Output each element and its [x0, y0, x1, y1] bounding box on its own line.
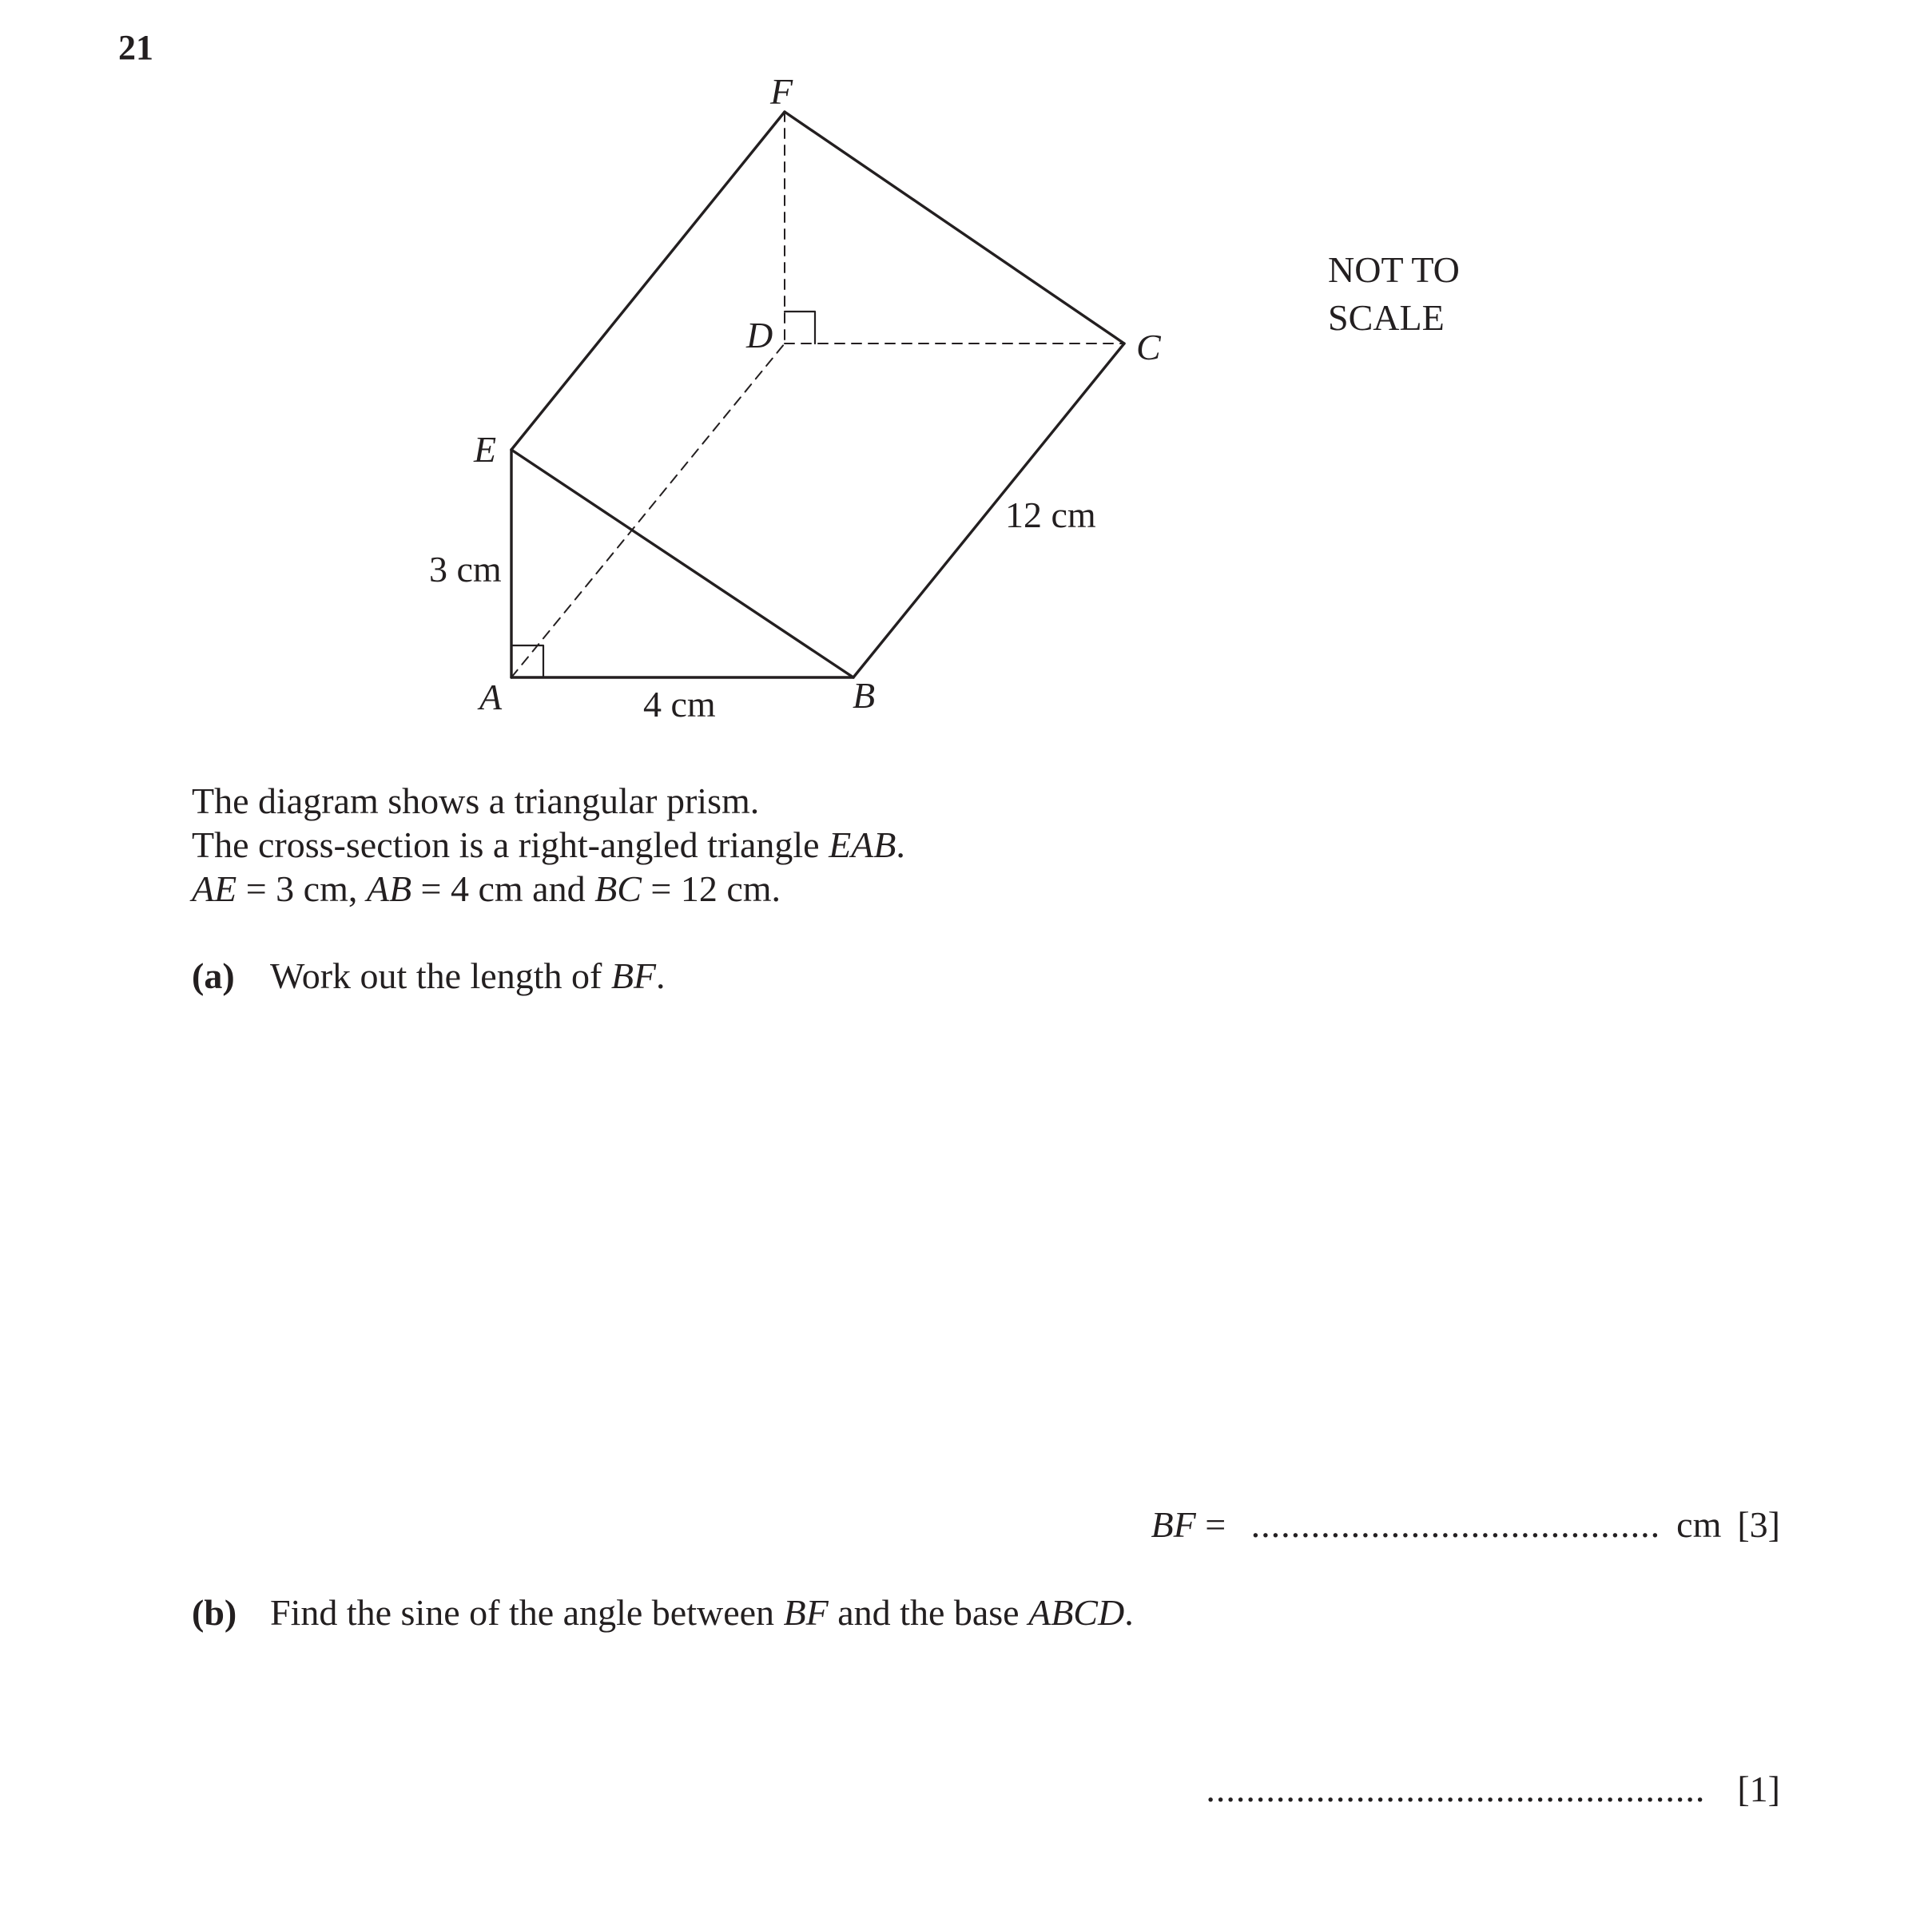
- edge-ef: [511, 112, 785, 450]
- vertex-label-f: F: [770, 71, 793, 112]
- part-a-answer-var: BF: [1151, 1504, 1196, 1545]
- vertex-label-e: E: [474, 429, 497, 470]
- part-a-var: BF: [610, 955, 657, 996]
- part-a-answer-line: [1151, 1503, 1781, 1547]
- right-angle-marker-d: [785, 312, 815, 343]
- part-a-question: [192, 954, 666, 998]
- part-b-marks: [1]: [1737, 1769, 1780, 1809]
- part-a-answer-eq: =: [1195, 1504, 1235, 1545]
- intro-text-1: = 3 cm,: [237, 868, 367, 909]
- edge-label-ae: 3 cm: [429, 549, 502, 590]
- part-b-mid: and the base: [828, 1592, 1029, 1633]
- part-b-label: (b): [192, 1592, 237, 1633]
- intro-text-2: = 4 cm and: [411, 868, 595, 909]
- vertex-label-c: C: [1136, 327, 1161, 367]
- edge-fc: [785, 112, 1124, 343]
- intro-line-2: [192, 823, 905, 867]
- question-number: 21: [118, 28, 153, 67]
- intro-line-2-var: EAB: [829, 824, 896, 865]
- part-b-answer-line: [1206, 1767, 1780, 1811]
- intro-text-3: = 12 cm.: [641, 868, 781, 909]
- edge-label-bc: 12 cm: [1005, 494, 1096, 535]
- intro-line-2-text: The cross-section is a right-angled triangle: [192, 824, 829, 865]
- prism-diagram: [0, 0, 1932, 767]
- part-a-marks: [3]: [1737, 1504, 1780, 1545]
- part-a-text: Work out the length of: [270, 955, 611, 996]
- part-b-text: Find the sine of the angle between: [270, 1592, 784, 1633]
- edge-label-ab: 4 cm: [643, 684, 716, 725]
- part-b-answer-field[interactable]: ..................................................: [1206, 1769, 1706, 1809]
- not-to-scale-line-1: NOT TO: [1328, 249, 1460, 290]
- not-to-scale-line-2: SCALE: [1328, 297, 1445, 338]
- part-a-end: .: [656, 955, 666, 996]
- intro-var-ab: AB: [366, 868, 412, 909]
- hidden-edge-ad: [511, 343, 785, 677]
- vertex-label-d: D: [746, 315, 773, 355]
- edge-eb: [511, 450, 853, 677]
- intro-var-ae: AE: [192, 868, 237, 909]
- part-a-answer-field[interactable]: .........................................: [1250, 1504, 1661, 1545]
- intro-line-3: [192, 867, 905, 911]
- part-b-var-abcd: ABCD: [1028, 1592, 1125, 1633]
- vertex-label-b: B: [853, 675, 876, 716]
- part-a-label: (a): [192, 955, 235, 996]
- question-intro: [192, 779, 905, 911]
- part-a-answer-unit: cm: [1676, 1504, 1722, 1545]
- not-to-scale-note: [1328, 246, 1460, 342]
- part-b-end: .: [1124, 1592, 1134, 1633]
- intro-line-2-end: .: [896, 824, 905, 865]
- intro-var-bc: BC: [594, 868, 642, 909]
- part-b-question: [192, 1590, 1134, 1634]
- part-b-var-bf: BF: [783, 1592, 829, 1633]
- vertex-label-a: A: [479, 677, 503, 717]
- intro-line-1: The diagram shows a triangular prism.: [192, 780, 760, 821]
